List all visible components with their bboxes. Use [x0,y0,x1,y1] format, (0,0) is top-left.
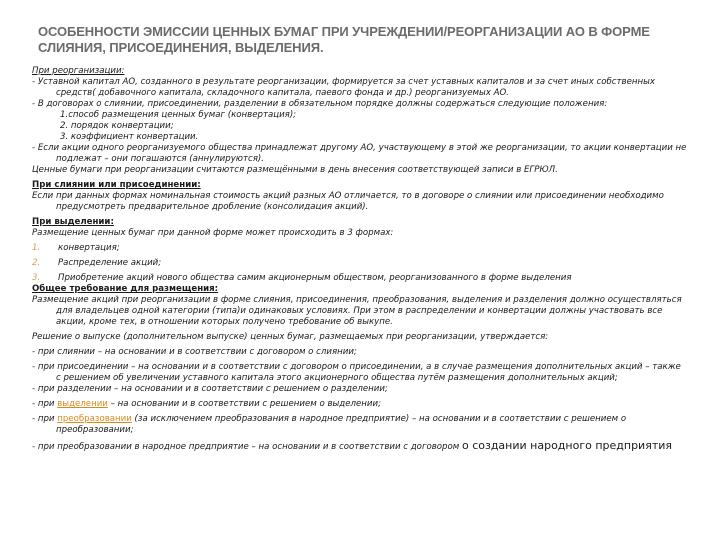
list-item-2: 2. порядок конвертации; [60,121,174,131]
link-transformation[interactable]: преобразовании [57,414,132,424]
section-heading-general-requirement: Общее требование для размещения: [32,284,219,294]
section-heading-spinoff: При выделении: [32,217,114,227]
approval-spinoff: - при выделении – на основании и в соответствии с решением о выделении; [32,399,381,409]
spinoff-item-3: 3. Приобретение акций нового общества самим акционерным обществом, реорганизованного в форме выделения [32,273,572,283]
section-heading-reorganization: При реорганизации: [32,66,125,76]
paragraph-contracts: - В договорах о слиянии, присоединении, разделении в обязательном порядке должны содержаться следующие положения: [32,99,608,109]
approval-people-enterprise: - при преобразовании в народное предприятие – на основании и в соответствии с договором о создании народного предприятия [32,439,672,452]
list-item-3: 3. коэффициент конвертации. [60,132,199,142]
list-item-1: 1.способ размещения ценных бумаг (конвертация); [60,110,297,120]
paragraph-placement-date: Ценные бумаги при реорганизации считаются размещёнными в день внесения соответствующей записи в ЕГРЮЛ. [32,165,558,175]
section-heading-merger: При слиянии или присоединении: [32,180,201,190]
spinoff-item-2: 2. Распределение акций; [32,258,162,268]
paragraph-equal-conditions: Размещение акций при реорганизации в форме слияния, присоединения, преобразования, выделения и разделения должно осуществляться для владельцев одной категории (типа)и одинаковых условиях. При этом в распределении и конвертации должны участвовать все акции, кроме тех, в отношении которых получено требование об выкупе. [32,295,682,327]
link-spinoff[interactable]: выделении [57,399,108,409]
approval-merger: - при слиянии – на основании и в соответствии с договором о слиянии; [32,347,357,357]
spinoff-item-1: 1. конвертация; [32,243,120,253]
number-marker: 1. [32,243,41,253]
approval-division: - при разделении – на основании и в соответствии с решением о разделении; [32,384,388,394]
slide-body [32,66,687,453]
number-marker: 2. [32,258,41,268]
paragraph-three-forms: Размещение ценных бумаг при данной форме может происходить в 3 формах: [32,228,394,238]
number-marker: 3. [32,273,41,283]
approval-transformation: - при преобразовании (за исключением преобразования в народное предприятие) – на основании и в соответствии с решением о преобразовании; [32,414,627,435]
paragraph-nominal-value: Если при данных формах номинальная стоимость акций разных АО отличается, то в договоре о слиянии или присоединении необходимо предусмотреть предварительное дробление (консолидация акций). [32,191,664,212]
paragraph-cancellation: - Если акции одного реорганизуемого общества принадлежат другому АО, участвующему в этой же реорганизации, то акции конвертации не подлежат – они погашаются (аннулируются). [32,143,687,164]
slide-title: ОСОБЕННОСТИ ЭМИССИИ ЦЕННЫХ БУМАГ ПРИ УЧРЕЖДЕНИИ/РЕОРГАНИЗАЦИИ АО В ФОРМЕ СЛИЯНИЯ, ПРИСОЕДИНЕНИЯ, ВЫДЕЛЕНИЯ. [38,24,650,55]
approval-accession: - при присоединении – на основании и в соответствии с договором о присоединении, а в случае размещения дополнительных акций – также с решением об увеличении уставного капитала этого акционерного общества путём размещения дополнительных акций; [32,362,681,383]
paragraph-capital: - Уставной капитал АО, созданного в результате реорганизации, формируется за счет уставных капиталов и за счет иных собственных средств( добавочного капитала, складочного капитала, паевого фонда и др.) реорганизуемых АО. [32,77,655,98]
paragraph-approval: Решение о выпуске (дополнительном выпуске) ценных бумаг, размещаемых при реорганизации, утверждается: [32,332,549,342]
